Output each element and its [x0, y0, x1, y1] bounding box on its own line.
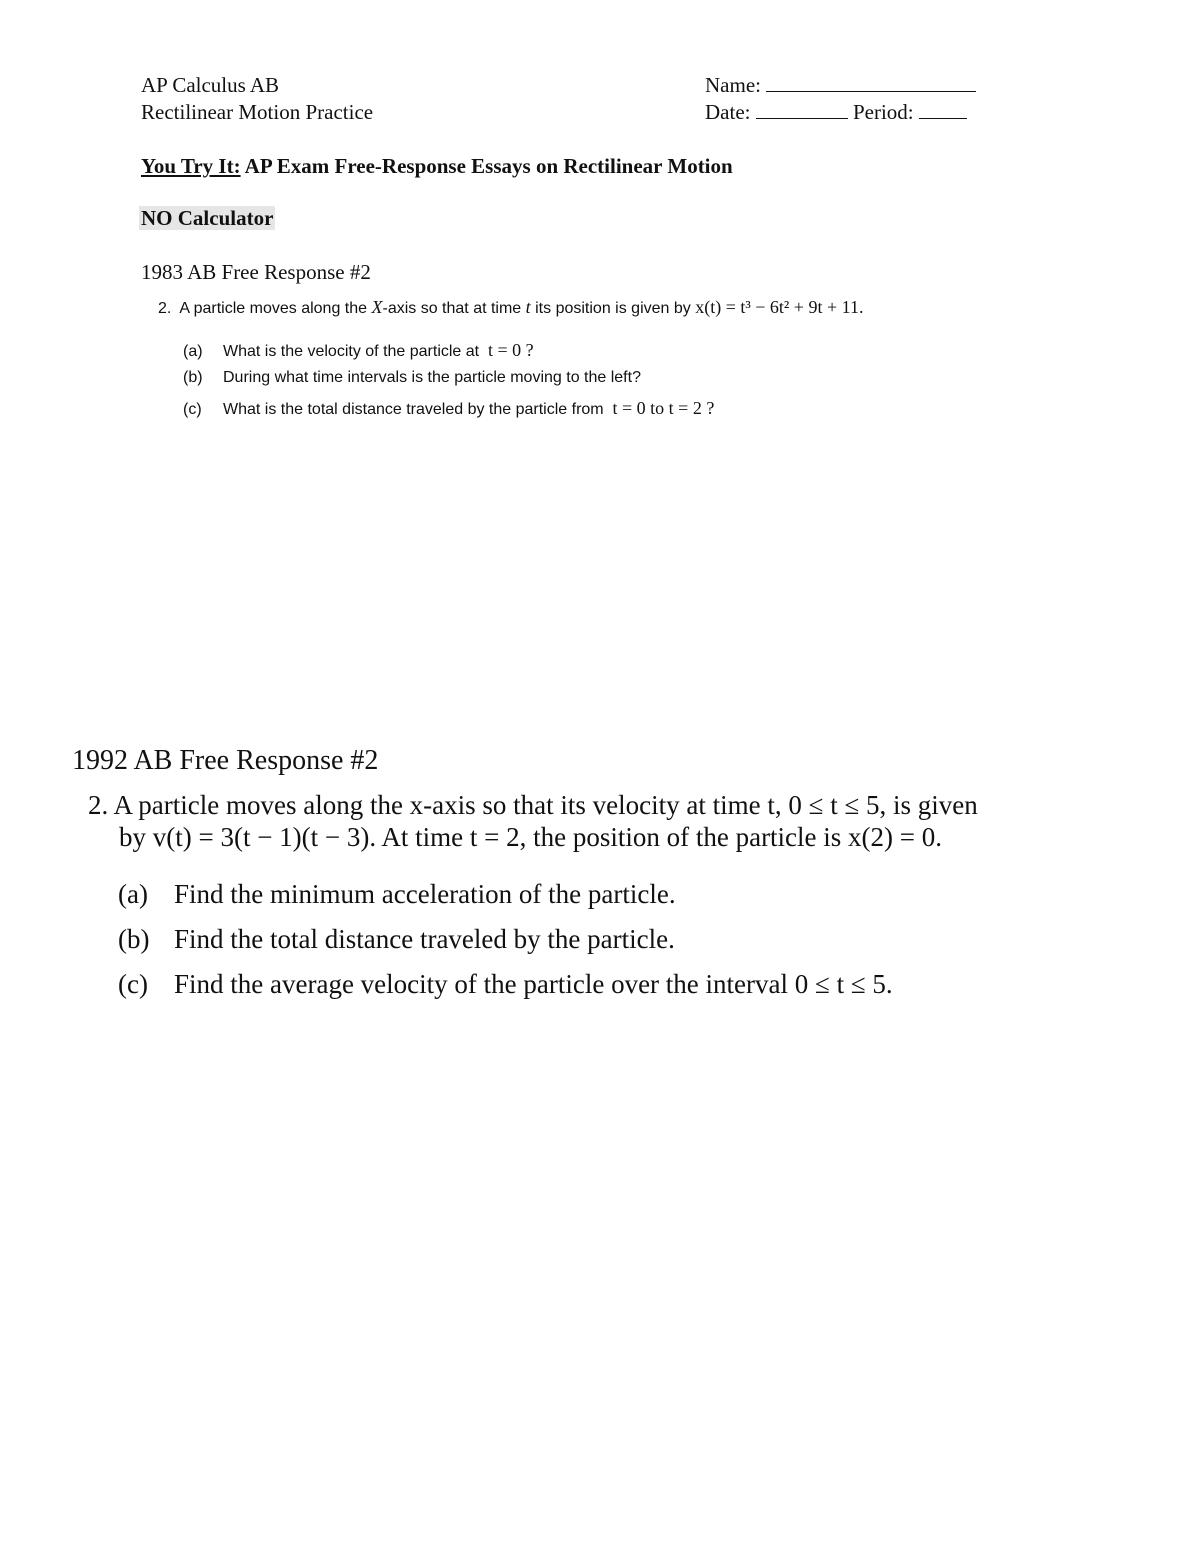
header-right	[705, 72, 976, 126]
part-label: (b)	[183, 369, 203, 386]
part-math: t = 0 ?	[488, 340, 534, 360]
name-blank[interactable]	[766, 73, 976, 92]
part-text: Find the average velocity of the particle over the interval 0 ≤ t ≤ 5.	[174, 969, 893, 999]
part-text: Find the total distance traveled by the particle.	[174, 924, 675, 954]
part-math: t = 0 to t = 2 ?	[612, 398, 715, 418]
problem1-stem	[158, 297, 863, 318]
problem1-equation: x(t) = t³ − 6t² + 9t + 11.	[695, 297, 864, 317]
problem2-part-b	[118, 923, 675, 955]
course-title: AP Calculus AB	[141, 73, 280, 97]
problem2-stem	[88, 789, 978, 853]
part-text: During what time intervals is the particle moving to the left?	[223, 369, 641, 386]
problem1-part-c	[183, 398, 714, 419]
problem1-part-b	[183, 369, 641, 387]
problem2-number: 2.	[88, 790, 109, 820]
worksheet-subtitle: Rectilinear Motion Practice	[141, 100, 374, 124]
part-text: What is the total distance traveled by the particle from	[223, 401, 604, 418]
problem2-line1-text: A particle moves along the x-axis so that its velocity at time t, 0 ≤ t ≤ 5, is given	[113, 790, 978, 820]
date-blank[interactable]	[756, 100, 848, 119]
date-row	[705, 99, 976, 126]
problem2-line2: by v(t) = 3(t − 1)(t − 3). At time t = 2, the position of the particle is x(2) = 0.	[119, 822, 942, 852]
problem2-part-c	[118, 968, 893, 1000]
date-label: Date:	[705, 100, 751, 124]
problem1-number: 2.	[158, 300, 172, 317]
problem1-title: 1983 AB Free Response #2	[141, 260, 371, 284]
header-left	[141, 72, 373, 126]
part-label: (b)	[118, 924, 150, 954]
period-label: Period:	[852, 100, 914, 124]
part-label: (c)	[183, 401, 202, 418]
part-label: (c)	[118, 969, 148, 999]
name-row	[705, 72, 976, 99]
problem1-stem-text3: its position is given by	[535, 300, 691, 317]
calculator-note	[139, 206, 275, 231]
part-text: Find the minimum acceleration of the particle.	[174, 879, 676, 909]
calculator-note-text: NO Calculator	[141, 206, 274, 230]
try-it-label: You Try It:	[141, 154, 241, 178]
heading-text: AP Exam Free-Response Essays on Rectilinear Motion	[244, 154, 733, 178]
problem1-axis: X	[371, 297, 383, 317]
period-blank[interactable]	[919, 100, 967, 119]
problem1-part-a	[183, 340, 534, 361]
part-label: (a)	[183, 343, 203, 360]
problem2-line1	[88, 789, 978, 821]
problem2-title: 1992 AB Free Response #2	[72, 745, 379, 776]
problem2-part-a	[118, 878, 676, 910]
section-heading	[141, 154, 733, 179]
problem1-stem-text2: -axis so that at time	[382, 300, 522, 317]
part-text: What is the velocity of the particle at	[223, 343, 480, 360]
name-label: Name:	[705, 73, 761, 97]
part-label: (a)	[118, 879, 148, 909]
problem1-var: t	[525, 297, 531, 317]
problem1-stem-text: A particle moves along the	[179, 300, 368, 317]
